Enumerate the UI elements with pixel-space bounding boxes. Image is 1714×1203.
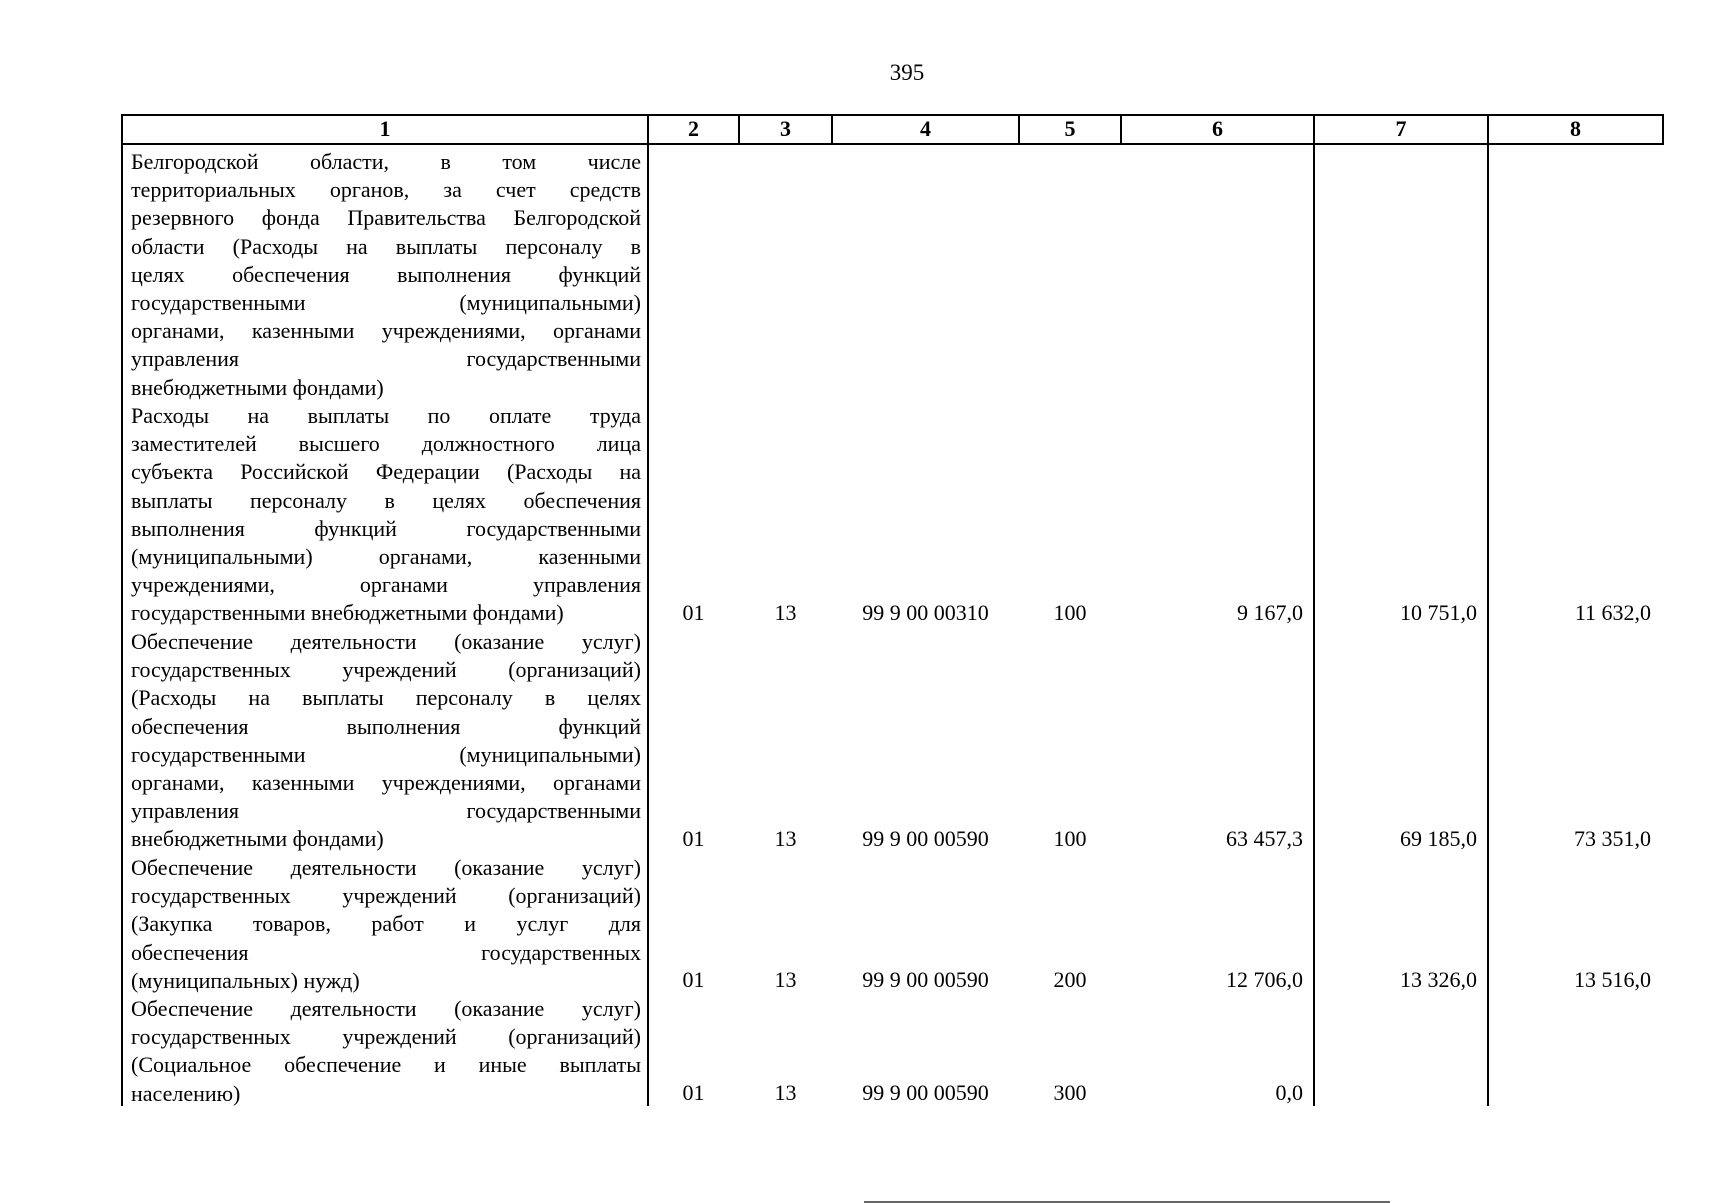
header-col-7: 7 [1395, 116, 1407, 141]
header-col-1: 1 [379, 116, 391, 141]
table-row-1-description [131, 402, 641, 628]
row-0-line: области (Расходы на выплаты персоналу в [131, 233, 641, 259]
table-row-4-description [131, 995, 641, 1108]
row-1-line: (муниципальными) органами, казенными [131, 544, 641, 570]
row-0-line: внебюджетными фондами) [131, 374, 384, 400]
row-4-c3: 13 [774, 1080, 797, 1105]
row-0-line: органами, казенными учреждениями, органами [131, 318, 641, 344]
row-1-c6: 9 167,0 [1237, 600, 1303, 625]
row-3-c3: 13 [774, 967, 797, 992]
header-col-2: 2 [688, 116, 699, 141]
row-3-line: государственных учреждений (организаций) [131, 883, 641, 909]
row-0-line: резервного фонда Правительства Белгородской [131, 205, 641, 231]
row-4-c6: 0,0 [1275, 1080, 1303, 1105]
row-0-line: территориальных органов, за счет средств [131, 177, 641, 203]
row-1-line: выполнения функций государственными [131, 515, 641, 541]
row-0-line: управления государственными [131, 346, 641, 372]
row-2-line: Обеспечение деятельности (оказание услуг) [131, 629, 641, 654]
row-3-c4: 99 9 00 00590 [862, 967, 989, 992]
table-row-0-description [131, 148, 641, 402]
row-0-line: государственными (муниципальными) [131, 290, 641, 316]
row-4-line: (Социальное обеспечение и иные выплаты [131, 1052, 641, 1078]
row-2-c2: 01 [682, 826, 705, 851]
row-3-line: обеспечения государственных [131, 939, 641, 965]
table-row-3-description [131, 854, 641, 995]
row-0-line: целях обеспечения выполнения функций [131, 261, 641, 287]
col-8-right-border [1662, 114, 1664, 144]
row-2-c3: 13 [774, 826, 797, 851]
row-4-line: населению) [131, 1080, 241, 1106]
row-1-c2: 01 [682, 600, 705, 625]
row-1-line: Расходы на выплаты по оплате труда [131, 403, 641, 428]
row-3-c5: 200 [1053, 967, 1087, 992]
row-2-line: государственных учреждений (организаций) [131, 657, 641, 683]
row-3-line: (муниципальных) нужд) [131, 967, 360, 993]
row-2-line: внебюджетными фондами) [131, 826, 384, 852]
page-number: 395 [889, 60, 925, 85]
budget-table [121, 114, 1664, 1106]
row-1-line: учреждениями, органами управления [131, 572, 641, 598]
header-col-3: 3 [780, 116, 791, 141]
row-1-c5: 100 [1053, 600, 1087, 625]
row-2-line: органами, казенными учреждениями, органами [131, 770, 641, 796]
row-2-line: государственными (муниципальными) [131, 741, 641, 767]
row-4-c5: 300 [1053, 1080, 1087, 1105]
row-1-c4: 99 9 00 00310 [862, 600, 989, 625]
row-0-line: Белгородской области, в том числе [131, 149, 641, 174]
row-1-line: выплаты персоналу в целях обеспечения [131, 487, 641, 513]
row-2-line: обеспечения выполнения функций [131, 713, 641, 739]
row-1-line: заместителей высшего должностного лица [131, 431, 641, 457]
row-2-c5: 100 [1053, 826, 1087, 851]
row-3-line: Обеспечение деятельности (оказание услуг) [131, 855, 641, 880]
row-1-c3: 13 [774, 600, 797, 625]
row-3-c7: 13 326,0 [1400, 967, 1477, 992]
row-3-line: (Закупка товаров, работ и услуг для [131, 911, 641, 937]
row-2-c7: 69 185,0 [1400, 826, 1477, 851]
row-3-c6: 12 706,0 [1226, 967, 1303, 992]
header-bottom-border [121, 143, 1664, 145]
col-1-left-border [121, 114, 123, 1106]
row-2-c8: 73 351,0 [1574, 826, 1651, 851]
row-1-c8: 11 632,0 [1574, 600, 1651, 625]
row-2-line: (Расходы на выплаты персоналу в целях [131, 685, 641, 711]
row-2-c4: 99 9 00 00590 [862, 826, 989, 851]
row-3-c8: 13 516,0 [1574, 967, 1651, 992]
header-col-8: 8 [1570, 116, 1581, 141]
table-row-2-description [131, 628, 641, 854]
header-col-4: 4 [920, 116, 931, 141]
row-4-line: государственных учреждений (организаций) [131, 1024, 641, 1050]
row-1-line: государственными внебюджетными фондами) [131, 600, 564, 626]
row-4-c4: 99 9 00 00590 [862, 1080, 989, 1105]
row-4-line: Обеспечение деятельности (оказание услуг) [131, 996, 641, 1021]
row-1-c7: 10 751,0 [1400, 600, 1477, 625]
header-col-5: 5 [1064, 116, 1076, 141]
row-2-c6: 63 457,3 [1226, 826, 1303, 851]
row-3-c2: 01 [682, 967, 705, 992]
row-1-line: субъекта Российской Федерации (Расходы на [131, 459, 641, 485]
header-col-6: 6 [1212, 116, 1223, 141]
row-4-c2: 01 [682, 1080, 705, 1105]
row-2-line: управления государственными [131, 798, 641, 824]
